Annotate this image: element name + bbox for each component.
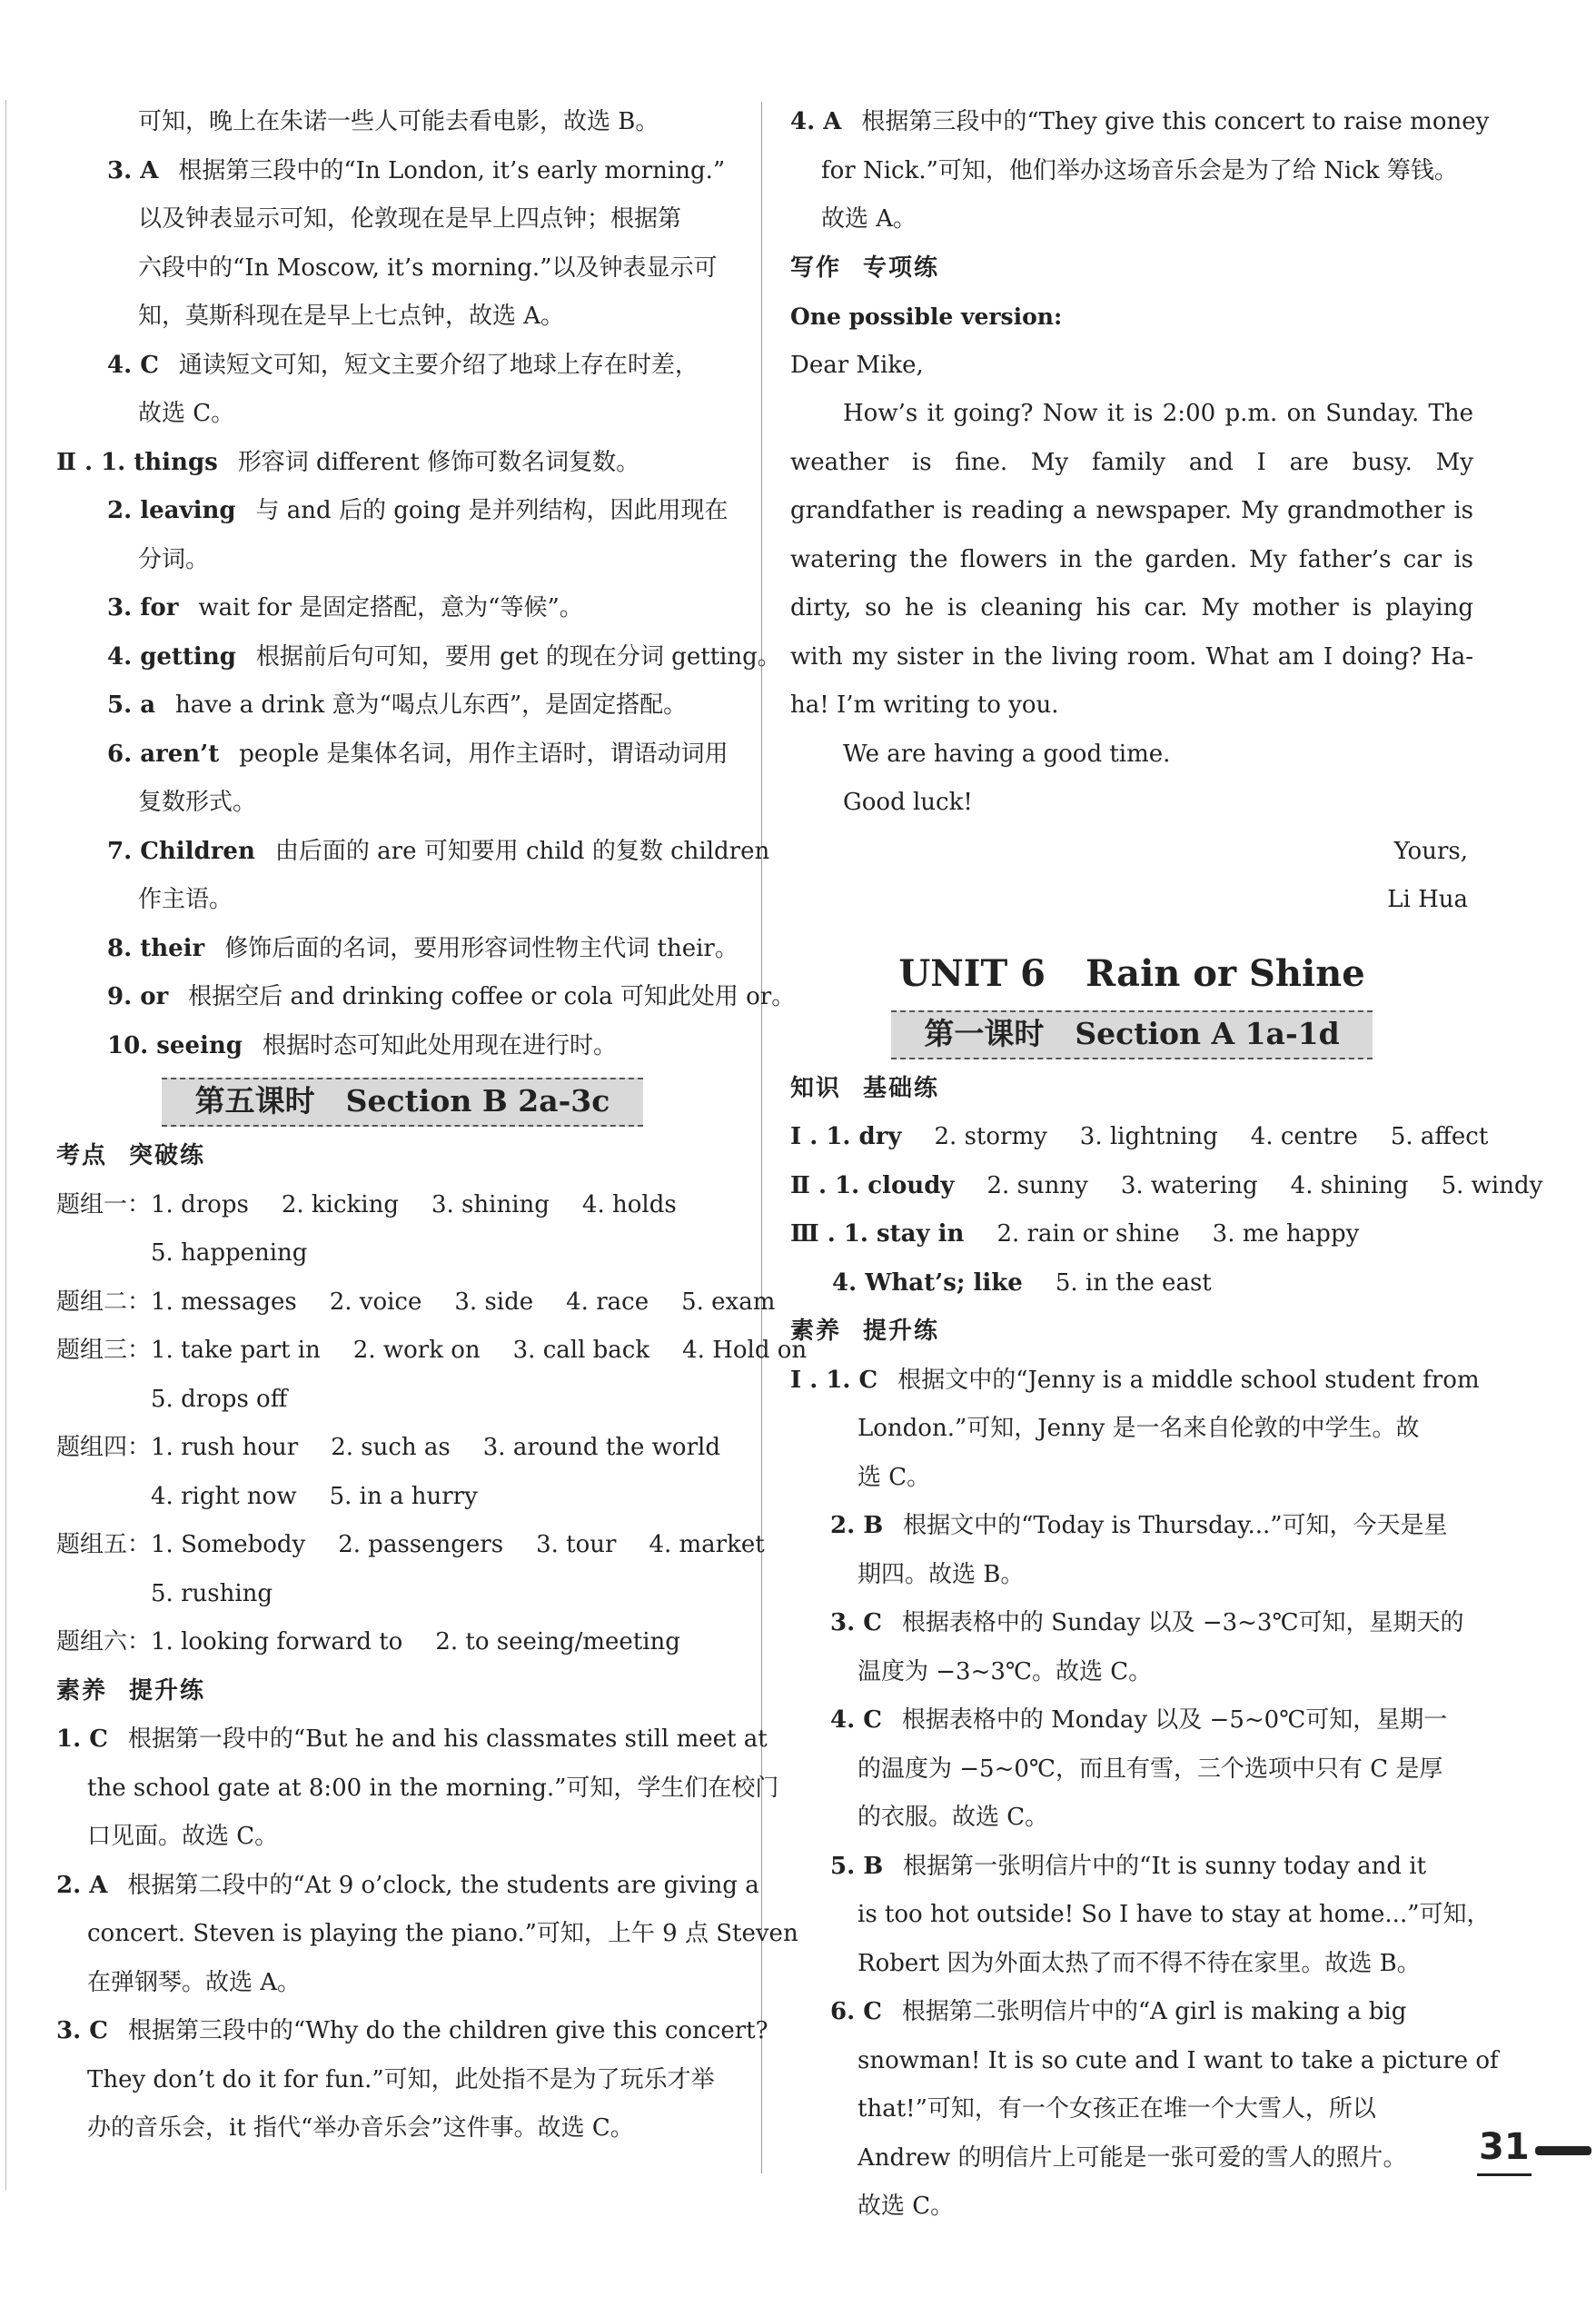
section-heading: 写作 专项练	[790, 254, 940, 282]
text-line: 可知，晚上在朱诺一些人可能去看电影，故选 B。	[138, 108, 659, 135]
answer-item	[56, 1862, 798, 2008]
explanation: 根据时态可知此处用现在进行时。	[262, 1031, 617, 1059]
explanation: 根据第一张明信片中的“It is sunny today and it	[903, 1852, 1427, 1880]
explanation: 故选 C。	[857, 2193, 955, 2220]
answer-item	[790, 1843, 1491, 1989]
explanation: 根据前后句可知，要用 get 的现在分词 getting。	[255, 642, 781, 671]
answer-item	[56, 147, 748, 342]
basic-row: Ⅰ . 1. dry 2. stormy 3. lightning 4. centre 5. affect	[790, 1123, 1489, 1150]
explanation: 根据第二段中的“At 9 o’clock, the students are giving a	[127, 1871, 759, 1899]
left-column	[56, 98, 808, 2153]
letter-greeting: Dear Mike,	[790, 351, 924, 379]
answer-number: 5. B	[830, 1852, 884, 1880]
answer: 3. around the world	[482, 1434, 720, 1461]
answer: 2. such as	[331, 1434, 451, 1461]
answer-number: 3. C	[830, 1609, 882, 1636]
explanation: 根据第三段中的“In London, it’s early morning.”	[178, 156, 726, 184]
explanation: that!”可知，有一个女孩正在堆一个大雪人，所以	[857, 2095, 1376, 2123]
answer-number: Ⅱ . 1. things	[56, 448, 218, 476]
lesson-title: 第五课时	[194, 1083, 315, 1119]
answer-number: 3. A	[107, 156, 159, 184]
group	[56, 1521, 765, 1618]
explanation: 复数形式。	[138, 789, 257, 816]
answer-number: 4. C	[107, 351, 159, 379]
answer: 3. shining	[431, 1190, 550, 1218]
explanation: 选 C。	[857, 1463, 931, 1491]
answer: 1. drops	[151, 1190, 249, 1218]
answer-number: 8. their	[107, 934, 205, 962]
lesson-heading	[162, 1078, 643, 1127]
answer-item	[56, 633, 781, 682]
answer-item	[56, 925, 748, 974]
answer: 5. rushing	[151, 1579, 273, 1607]
section-heading: 考点 突破练	[56, 1142, 206, 1169]
page-number-underline	[1477, 2173, 1532, 2176]
page-number: 31	[1479, 2126, 1530, 2168]
answer-number: 4. A	[790, 108, 842, 135]
explanation: 根据第三段中的“They give this concert to raise money	[861, 108, 1490, 135]
answer: 1. messages	[151, 1288, 297, 1316]
version-label: One possible version:	[790, 303, 1063, 330]
answer: 4. holds	[581, 1190, 677, 1218]
answer: 5. exam	[681, 1288, 776, 1316]
group-label: 题组三：	[56, 1337, 152, 1364]
answer: 4. Hold on	[682, 1337, 808, 1364]
section-heading: 知识 基础练	[790, 1074, 940, 1102]
explanation: wait for 是固定搭配，意为“等候”。	[198, 594, 583, 621]
explanation: people 是集体名词，用作主语时，谓语动词用	[239, 740, 729, 768]
explanation: 根据第二张明信片中的“A girl is making a big	[901, 1998, 1407, 2025]
group-label: 题组五：	[56, 1531, 152, 1558]
answer-item	[56, 681, 748, 731]
answer: 3. call back	[512, 1337, 650, 1364]
column-divider	[761, 102, 762, 2173]
explanation: for Nick.”可知，他们举办这场音乐会是为了给 Nick 筹钱。	[821, 156, 1458, 184]
group-label: 题组一：	[56, 1190, 152, 1218]
answer: 1. looking forward to	[151, 1628, 403, 1656]
answer: 3. tour	[536, 1531, 617, 1558]
explanation: 与 and 后的 going 是并列结构，因此用现在	[255, 497, 729, 524]
answer: 4. right now	[151, 1482, 297, 1510]
answer: 4. race	[566, 1288, 649, 1316]
explanation: 通读短文可知，短文主要介绍了地球上存在时差，	[178, 351, 699, 379]
answer-item	[56, 828, 770, 925]
answer-number: 6. aren’t	[107, 740, 220, 768]
answer-item	[56, 439, 748, 488]
answer: 4. market	[649, 1531, 765, 1558]
group-label: 题组六：	[56, 1628, 152, 1656]
basic-row: 4. What’s; like 5. in the east	[832, 1268, 1212, 1297]
explanation: 故选 A。	[821, 205, 917, 233]
answer-item	[56, 1022, 748, 1071]
answer-number: 6. C	[830, 1998, 882, 2025]
answer-item	[56, 487, 748, 584]
explanation: 根据第一段中的“But he and his classmates still meet at	[127, 1725, 768, 1753]
answer: 5. drops off	[151, 1385, 288, 1413]
basic-row: Ⅲ . 1. stay in 2. rain or shine 3. me happy	[790, 1220, 1360, 1248]
explanation: 以及钟表显示可知，伦敦现在是早上四点钟；根据第	[138, 205, 682, 233]
explanation: London.”可知，Jenny 是一名来自伦敦的中学生。故	[857, 1415, 1420, 1442]
section-heading: 素养 提升练	[790, 1318, 940, 1345]
answer: 2. voice	[329, 1288, 422, 1316]
lesson-title: 第一课时	[924, 1015, 1045, 1051]
answer-number: 3. C	[56, 2017, 108, 2044]
explanation: 由后面的 are 可知要用 child 的复数 children	[274, 837, 770, 865]
explanation: snowman! It is so cute and I want to take a picture of	[857, 2046, 1499, 2074]
explanation: 作主语。	[138, 886, 233, 913]
explanation: 办的音乐会，it 指代“举办音乐会”这件事。故选 C。	[87, 2114, 634, 2142]
lesson-heading	[891, 1010, 1373, 1059]
letter-body: We are having a good time.	[843, 740, 1171, 768]
answer: 5. in a hurry	[329, 1482, 478, 1510]
letter-closing: Yours,	[1393, 837, 1468, 865]
answer-item	[56, 342, 748, 439]
explanation: the school gate at 8:00 in the morning.”可知，学生们在校门	[87, 1774, 779, 1802]
basic-row: Ⅱ . 1. cloudy 2. sunny 3. watering 4. shining 5. windy	[790, 1171, 1543, 1199]
group	[56, 1278, 776, 1327]
answer: 2. passengers	[338, 1531, 504, 1558]
page-edge-line	[5, 100, 6, 2190]
unit-title	[790, 945, 1473, 1003]
answer: 1. take part in	[151, 1337, 321, 1364]
explanation: 期四。故选 B。	[857, 1560, 1025, 1588]
explanation: is too hot outside! So I have to stay at home...”可知，	[857, 1901, 1491, 1928]
answer-item	[56, 1715, 779, 1862]
answer-number: 7. Children	[107, 837, 255, 865]
explanation: 的温度为 −5~0℃，而且有雪，三个选项中只有 C 是厚	[857, 1755, 1443, 1783]
explanation: 根据文中的“Today is Thursday...”可知，今天是星	[903, 1512, 1448, 1539]
answer: 1. rush hour	[151, 1434, 299, 1461]
explanation: 根据表格中的 Monday 以及 −5~0℃可知，星期一	[901, 1706, 1448, 1734]
answer-item	[790, 1502, 1473, 1599]
explanation: 的衣服。故选 C。	[857, 1804, 1049, 1831]
explanation: Robert 因为外面太热了而不得不待在家里。故选 B。	[857, 1949, 1421, 1977]
explanation: 口见面。故选 C。	[87, 1823, 279, 1850]
explanation: concert. Steven is playing the piano.”可知，上午 9 点 Steven	[87, 1920, 798, 1947]
answer-number: 10. seeing	[107, 1031, 243, 1059]
answer-number: 2. B	[830, 1512, 884, 1539]
explanation: 温度为 −3~3℃。故选 C。	[857, 1657, 1153, 1685]
answer: 3. side	[454, 1288, 534, 1316]
letter-body: How’s it going? Now it is 2:00 p.m. on Sunday. The weather is fine. My family and I are busy. My grandfather is reading a newspaper. My grandmother is watering the flowers in the garden. My father’s car is dirty, so he is cleaning his car. My mother is playing with my sister in the living room. What am I doing? Ha-ha! I’m writing to you.	[790, 400, 1473, 719]
group	[56, 1327, 808, 1424]
lesson-section: Section A 1a-1d	[1075, 1015, 1340, 1051]
unit-label: UNIT 6	[898, 951, 1046, 995]
answer-number: 1. C	[56, 1725, 108, 1753]
answer-number: 2. A	[56, 1871, 108, 1899]
letter-body: Good luck!	[843, 789, 973, 816]
explanation: 形容词 different 修饰可数名词复数。	[237, 448, 640, 476]
group	[56, 1181, 748, 1278]
explanation: 修饰后面的名词，要用形容词性物主代词 their。	[224, 934, 739, 962]
explanation: 六段中的“In Moscow, it’s morning.”以及钟表显示可	[138, 254, 718, 282]
explanation: 根据第三段中的“Why do the children give this concert?	[127, 2017, 768, 2044]
group	[56, 1618, 748, 1667]
explanation: 在弹钢琴。故选 A。	[87, 1968, 302, 1996]
unit-name: Rain or Shine	[1085, 951, 1365, 995]
answer-item	[790, 1696, 1473, 1843]
lesson-section: Section B 2a-3c	[345, 1083, 610, 1119]
answer-item	[56, 731, 748, 828]
group	[56, 1424, 748, 1521]
explanation: 知，莫斯科现在是早上七点钟，故选 A。	[138, 303, 565, 330]
section-heading: 素养 提升练	[56, 1676, 206, 1705]
explanation: 根据空后 and drinking coffee or cola 可知此处用 or。	[188, 983, 796, 1010]
answer: 1. Somebody	[151, 1531, 306, 1558]
explanation: 根据表格中的 Sunday 以及 −3~3℃可知，星期天的	[901, 1609, 1464, 1636]
explanation: They don’t do it for fun.”可知，此处指不是为了玩乐才举	[87, 2065, 715, 2093]
explanation: have a drink 意为“喝点儿东西”，是固定搭配。	[175, 691, 688, 719]
answer-number: Ⅰ . 1. C	[790, 1366, 878, 1394]
answer: 5. happening	[151, 1239, 308, 1267]
answer-number: 9. or	[107, 983, 169, 1010]
explanation: Andrew 的明信片上可能是一张可爱的雪人的照片。	[857, 2143, 1407, 2172]
answer-item	[790, 98, 1490, 244]
explanation: 故选 C。	[138, 400, 235, 427]
answer-item	[56, 2007, 768, 2153]
answer-number: 4. getting	[107, 642, 236, 671]
explanation: 分词。	[138, 545, 210, 573]
answer-number: 5. a	[107, 691, 156, 719]
answer-item	[56, 584, 748, 633]
answer: 2. to seeing/meeting	[435, 1628, 680, 1656]
answer-number: 2. leaving	[107, 497, 236, 524]
page-number-bar	[1535, 2146, 1591, 2155]
answer: 2. work on	[352, 1337, 481, 1364]
letter-signer: Li Hua	[1387, 886, 1468, 913]
answer-item	[790, 1357, 1480, 1503]
answer-item	[790, 1599, 1473, 1696]
answer-item	[56, 973, 796, 1022]
answer: 2. kicking	[281, 1190, 399, 1218]
answer-item	[790, 1988, 1499, 2232]
explanation: 根据文中的“Jenny is a middle school student from	[897, 1366, 1480, 1394]
answer-number: 3. for	[107, 594, 179, 621]
group-label: 题组二：	[56, 1288, 152, 1316]
answer-number: 4. C	[830, 1706, 882, 1734]
group-label: 题组四：	[56, 1434, 152, 1461]
